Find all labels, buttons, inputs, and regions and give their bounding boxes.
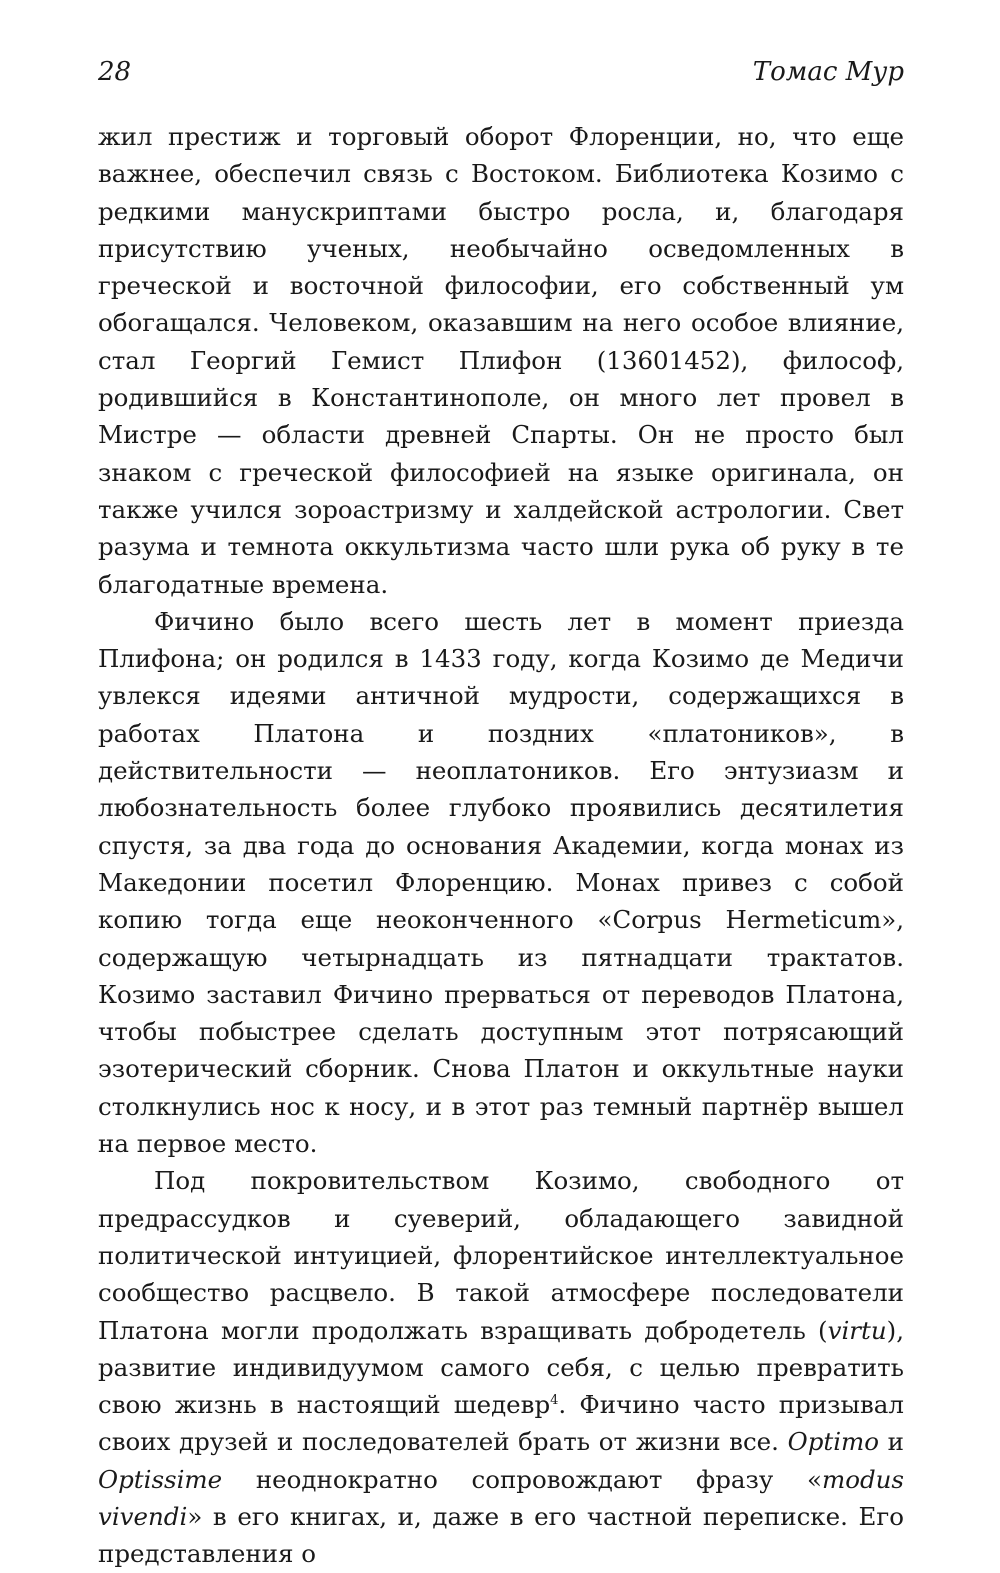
paragraph-3-text-3: . Фичино часто призывал своих друзей и последователей брать от жизни все. [98,1390,904,1457]
running-title: Томас Мур [752,57,904,87]
paragraph-3-text-2: ), развитие индивидуумом самого себя, с целью превратить свою жизнь в настоящий шедевр [98,1315,904,1420]
footnote-marker[interactable]: 4 [550,1392,559,1408]
paragraph-3-text-5: неоднократно сопровождают фразу « [222,1464,822,1494]
running-header [98,52,904,92]
page-number: 28 [98,57,132,87]
paragraph-3-text-1: Под покровительством Козимо, свободного от предрассудков и суеверий, обладающего завидной политической интуицией, флорентийское интеллектуальное сообщество расцвело. В такой атмосфере последователи Платона могли продолжать взращивать добродетель ( [98,1166,904,1345]
italic-term-virtu: virtu [827,1315,887,1345]
paragraph-3 [98,1162,904,1572]
paragraph-3-text-6: » в его книгах, и, даже в его частной переписке. Его представления о [98,1501,904,1569]
italic-term-optissime: Optissime [98,1464,223,1494]
paragraph-3-text-4: и [879,1427,905,1457]
paragraph-2: Фичино было всего шесть лет в момент приезда Плифона; он родился в 1433 году, когда Козимо де Медичи увлекся идеями античной мудрости, содержащихся в работах Платона и поздних «платоников», в действительности — неоплатоников. Его энтузиазм и любознательность более глубоко проявились десятилетия спустя, за два года до основания Академии, когда монах из Македонии посетил Флоренцию. Монах привез с собой копию тогда еще неоконченного «Corpus Hermeticum», содержащую четырнадцать из пятнадцати трактатов. Козимо заставил Фичино прерваться от переводов Платона, чтобы побыстрее сделать доступным этот потрясающий эзотерический сборник. Снова Платон и оккультные науки столкнулись нос к носу, и в этот раз темный партнёр вышел на первое место. [98,606,904,1159]
paragraph-1: жил престиж и торговый оборот Флоренции, но, что еще важнее, обеспечил связь с Востоком. Библиотека Козимо с редкими манускриптами быстро росла, и, благодаря присутствию ученых, необычайно осведомленных в греческой и восточной философии, его собственный ум обогащался. Человеком, оказавшим на него особое влияние, стал Георгий Гемист Плифон (13601452), философ, родившийся в Константинополе, он много лет провел в Мистре — области древней Спарты. Он не просто был знаком с греческой философией на языке оригинала, он также учился зороастризму и халдейской астрологии. Свет разума и темнота оккультизма часто шли рука об руку в те благодатные времена. [98,122,904,599]
italic-term-optimo: Optimo [787,1427,880,1457]
italic-term-modus-vivendi: modus vivendi [98,1464,904,1531]
body-text [98,118,904,1573]
